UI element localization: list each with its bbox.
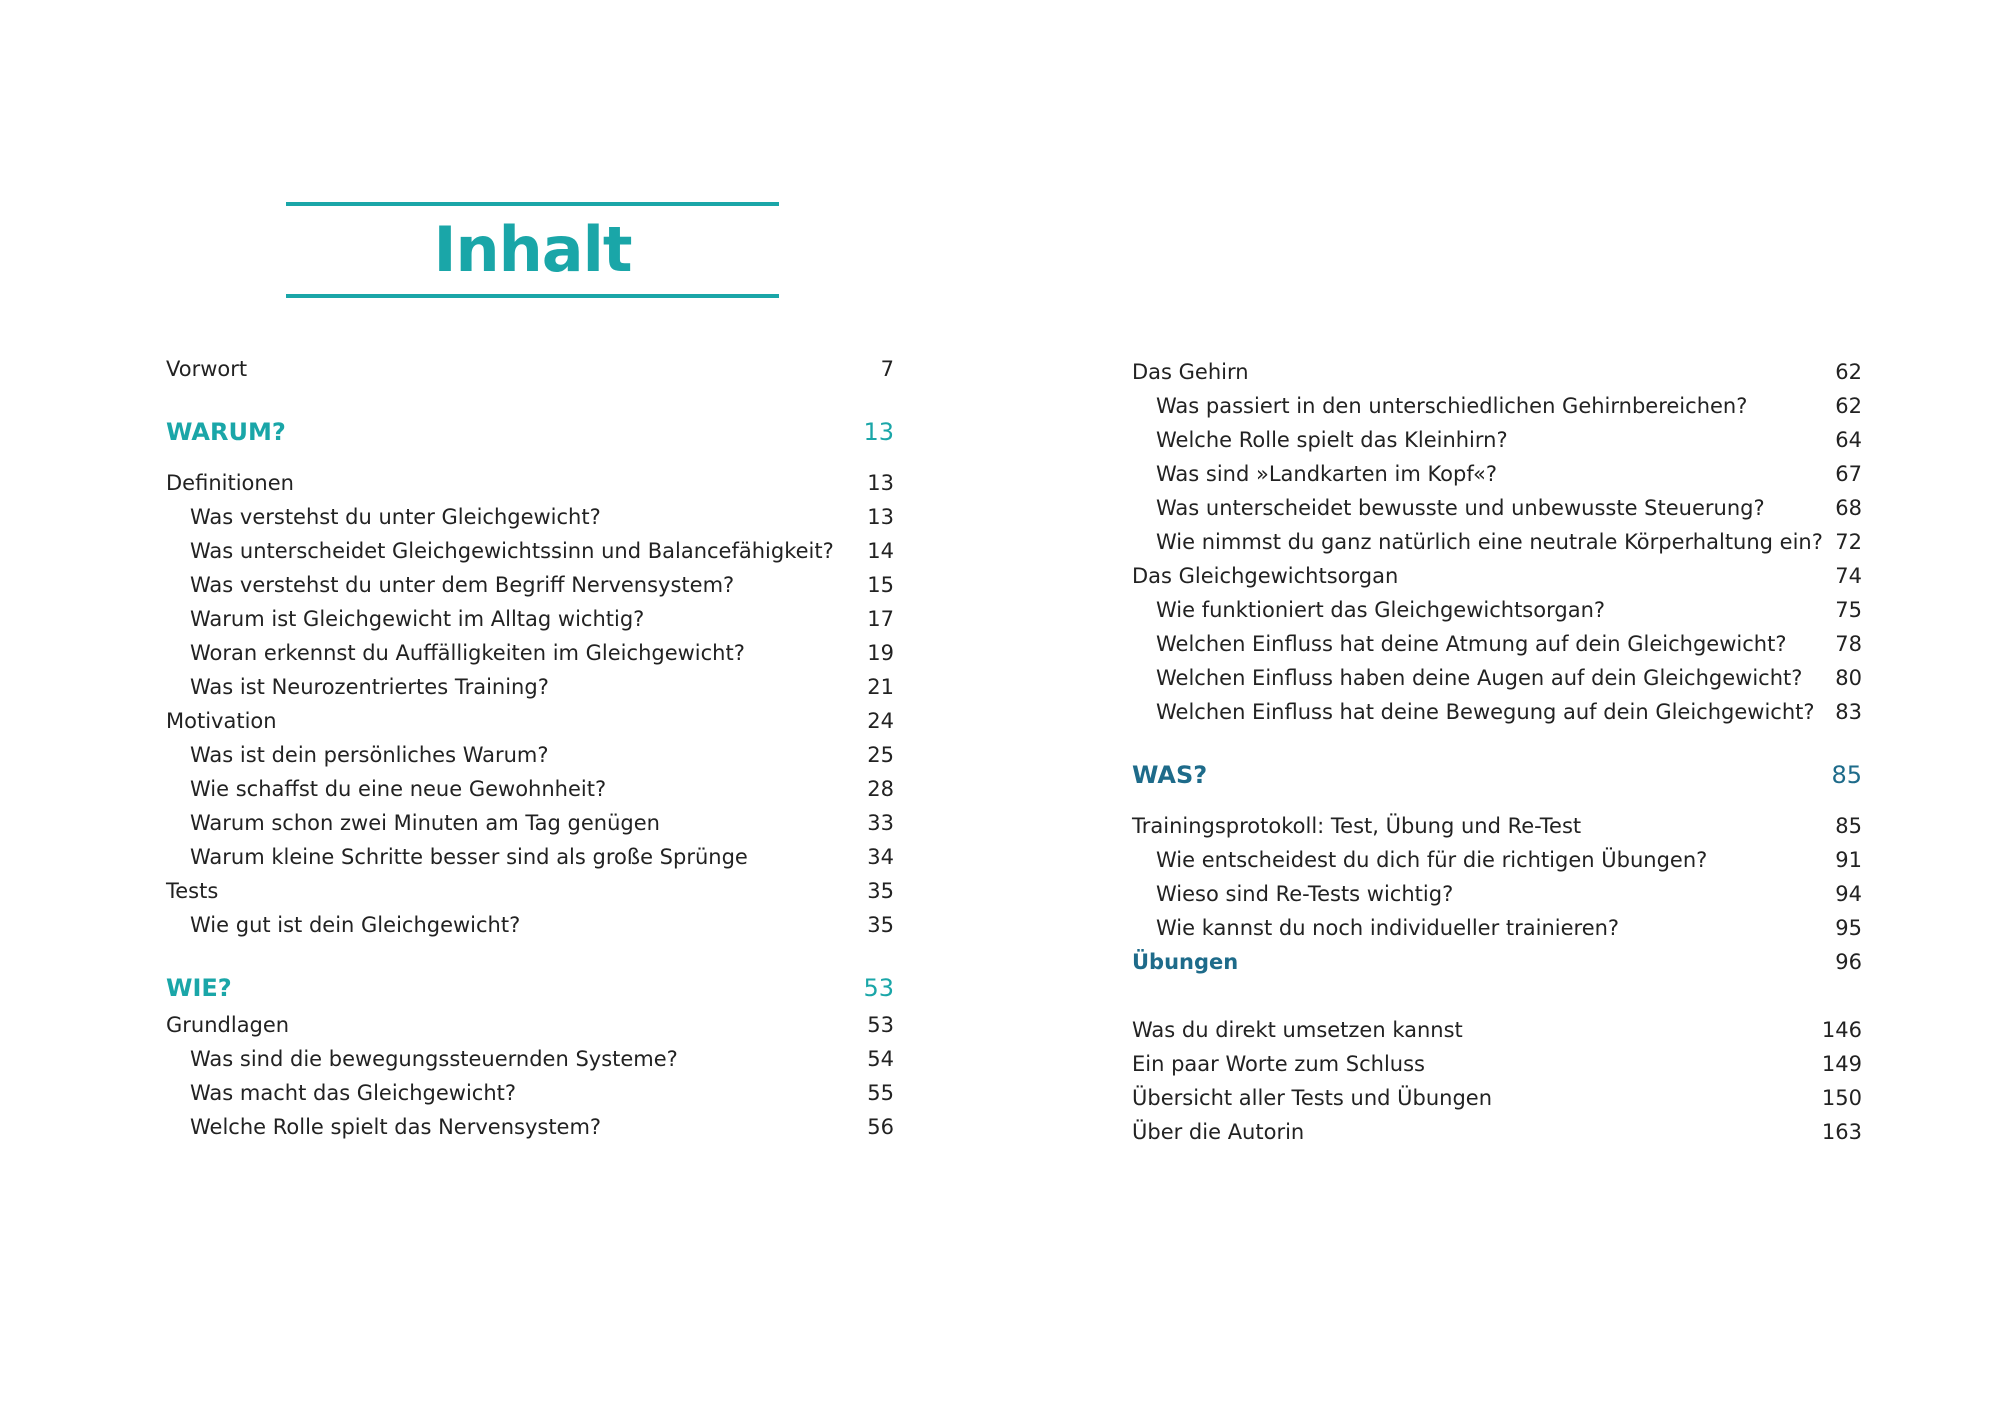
toc-page-number: 146 — [1821, 1018, 1862, 1042]
toc-entry-label: Wie gut ist dein Gleichgewicht? — [190, 913, 521, 937]
toc-page-number: 150 — [1821, 1086, 1862, 1110]
toc-entry-label: Was ist dein persönliches Warum? — [190, 743, 549, 767]
toc-subentry[interactable] — [1132, 661, 1862, 695]
toc-entry-label: Was verstehst du unter dem Begriff Nervensystem? — [190, 573, 735, 597]
toc-page-number: 35 — [867, 879, 894, 903]
page-title: Inhalt — [433, 213, 632, 286]
toc-page-number: 94 — [1835, 882, 1862, 906]
toc-subentry[interactable] — [166, 908, 894, 942]
toc-entry-label: Wie entscheidest du dich für die richtigen Übungen? — [1156, 848, 1708, 872]
toc-entry-label: Warum kleine Schritte besser sind als große Sprünge — [190, 845, 748, 869]
toc-entry[interactable] — [1132, 1013, 1862, 1047]
toc-entry[interactable] — [1132, 1081, 1862, 1115]
toc-entry-label: Was unterscheidet Gleichgewichtssinn und Balancefähigkeit? — [190, 539, 834, 563]
toc-page-number: 68 — [1835, 496, 1862, 520]
toc-entry-label: Vorwort — [166, 357, 248, 381]
toc-spacer — [166, 452, 894, 466]
toc-entry-label: WIE? — [166, 974, 232, 1002]
toc-entry-label: Wie kannst du noch individueller trainieren? — [1156, 916, 1620, 940]
toc-entry-label: Das Gehirn — [1132, 360, 1249, 384]
toc-subentry[interactable] — [166, 772, 894, 806]
toc-page-number: 74 — [1835, 564, 1862, 588]
toc-subentry[interactable] — [1132, 423, 1862, 457]
toc-entry[interactable] — [166, 352, 894, 386]
toc-page-number: 78 — [1835, 632, 1862, 656]
toc-entry[interactable] — [1132, 809, 1862, 843]
toc-spacer — [166, 386, 894, 412]
toc-page-number: 33 — [867, 811, 894, 835]
toc-subentry[interactable] — [1132, 695, 1862, 729]
toc-page-number: 17 — [867, 607, 894, 631]
toc-subentry[interactable] — [166, 602, 894, 636]
toc-entry-label: Welchen Einfluss hat deine Atmung auf dein Gleichgewicht? — [1156, 632, 1787, 656]
toc-page-number: 75 — [1835, 598, 1862, 622]
toc-page-number: 83 — [1835, 700, 1862, 724]
toc-page-number: 19 — [867, 641, 894, 665]
toc-subentry[interactable] — [166, 1076, 894, 1110]
toc-entry[interactable] — [166, 1008, 894, 1042]
toc-subentry[interactable] — [166, 500, 894, 534]
toc-spacer — [1132, 979, 1862, 1013]
toc-entry[interactable] — [1132, 945, 1862, 979]
toc-page-number: 13 — [867, 505, 894, 529]
toc-entry-label: Was sind »Landkarten im Kopf«? — [1156, 462, 1497, 486]
toc-entry-label: WARUM? — [166, 418, 286, 446]
toc-page-number: 54 — [867, 1047, 894, 1071]
toc-page-number: 7 — [880, 357, 894, 381]
toc-page-number: 25 — [867, 743, 894, 767]
toc-page-number: 15 — [867, 573, 894, 597]
toc-entry-label: Was verstehst du unter Gleichgewicht? — [190, 505, 601, 529]
toc-entry-label: Über die Autorin — [1132, 1120, 1305, 1144]
toc-subentry[interactable] — [1132, 457, 1862, 491]
toc-page-number: 34 — [867, 845, 894, 869]
toc-entry-label: Woran erkennst du Auffälligkeiten im Gleichgewicht? — [190, 641, 745, 665]
toc-subentry[interactable] — [1132, 843, 1862, 877]
toc-entry-label: Tests — [166, 879, 219, 903]
toc-page-number: 13 — [867, 471, 894, 495]
toc-entry[interactable] — [1132, 1115, 1862, 1149]
toc-page-number: 62 — [1835, 360, 1862, 384]
toc-entry-label: Das Gleichgewichtsorgan — [1132, 564, 1399, 588]
toc-spacer — [166, 942, 894, 968]
toc-entry-label: Welche Rolle spielt das Nervensystem? — [190, 1115, 602, 1139]
toc-entry-label: WAS? — [1132, 761, 1208, 789]
toc-entry[interactable] — [1132, 355, 1862, 389]
toc-entry-label: Warum schon zwei Minuten am Tag genügen — [190, 811, 660, 835]
toc-page-number: 56 — [867, 1115, 894, 1139]
toc-subentry[interactable] — [166, 670, 894, 704]
toc-spacer — [1132, 729, 1862, 755]
toc-page-number: 55 — [867, 1081, 894, 1105]
toc-subentry[interactable] — [1132, 389, 1862, 423]
toc-entry[interactable] — [166, 704, 894, 738]
toc-entry-label: Motivation — [166, 709, 277, 733]
toc-subentry[interactable] — [1132, 627, 1862, 661]
toc-entry[interactable] — [1132, 1047, 1862, 1081]
toc-entry-label: Was macht das Gleichgewicht? — [190, 1081, 517, 1105]
toc-entry[interactable] — [166, 874, 894, 908]
toc-entry-label: Welchen Einfluss haben deine Augen auf dein Gleichgewicht? — [1156, 666, 1803, 690]
toc-subentry[interactable] — [166, 1042, 894, 1076]
toc-section-heading[interactable] — [166, 412, 894, 452]
toc-section-heading[interactable] — [1132, 755, 1862, 795]
toc-page-number: 85 — [1831, 761, 1862, 789]
toc-subentry[interactable] — [1132, 491, 1862, 525]
toc-page-number: 91 — [1835, 848, 1862, 872]
toc-subentry[interactable] — [1132, 911, 1862, 945]
title-rule-bottom — [286, 294, 779, 298]
toc-subentry[interactable] — [166, 568, 894, 602]
toc-section-heading[interactable] — [166, 968, 894, 1008]
toc-entry-label: Was passiert in den unterschiedlichen Gehirnbereichen? — [1156, 394, 1748, 418]
toc-subentry[interactable] — [1132, 525, 1862, 559]
toc-page-number: 67 — [1835, 462, 1862, 486]
toc-entry-label: Welchen Einfluss hat deine Bewegung auf dein Gleichgewicht? — [1156, 700, 1815, 724]
toc-subentry[interactable] — [166, 806, 894, 840]
title-block — [286, 202, 779, 298]
toc-page-number: 163 — [1821, 1120, 1862, 1144]
toc-entry-label: Übungen — [1132, 950, 1239, 974]
toc-right-column — [1132, 355, 1862, 1149]
toc-entry-label: Warum ist Gleichgewicht im Alltag wichtig? — [190, 607, 645, 631]
toc-left-column — [166, 352, 894, 1144]
toc-entry-label: Welche Rolle spielt das Kleinhirn? — [1156, 428, 1508, 452]
toc-entry-label: Wie schaffst du eine neue Gewohnheit? — [190, 777, 607, 801]
toc-page-number: 28 — [867, 777, 894, 801]
toc-entry-label: Wie nimmst du ganz natürlich eine neutrale Körperhaltung ein? — [1156, 530, 1823, 554]
toc-subentry[interactable] — [166, 738, 894, 772]
toc-subentry[interactable] — [166, 840, 894, 874]
toc-entry-label: Grundlagen — [166, 1013, 290, 1037]
toc-page-number: 21 — [867, 675, 894, 699]
toc-entry-label: Definitionen — [166, 471, 294, 495]
toc-page-number: 95 — [1835, 916, 1862, 940]
toc-entry-label: Was du direkt umsetzen kannst — [1132, 1018, 1463, 1042]
toc-page-number: 53 — [863, 974, 894, 1002]
toc-subentry[interactable] — [166, 636, 894, 670]
toc-page-number: 53 — [867, 1013, 894, 1037]
toc-page-number: 149 — [1821, 1052, 1862, 1076]
toc-spacer — [1132, 795, 1862, 809]
toc-page-number: 24 — [867, 709, 894, 733]
toc-subentry[interactable] — [166, 534, 894, 568]
toc-page-number: 14 — [867, 539, 894, 563]
toc-subentry[interactable] — [1132, 877, 1862, 911]
toc-entry-label: Wie funktioniert das Gleichgewichtsorgan? — [1156, 598, 1606, 622]
toc-entry-label: Ein paar Worte zum Schluss — [1132, 1052, 1425, 1076]
toc-entry-label: Trainingsprotokoll: Test, Übung und Re-Test — [1132, 814, 1582, 838]
toc-page-number: 80 — [1835, 666, 1862, 690]
title-rule-top — [286, 202, 779, 206]
toc-page-number: 35 — [867, 913, 894, 937]
toc-page-number: 64 — [1835, 428, 1862, 452]
toc-entry-label: Was unterscheidet bewusste und unbewusste Steuerung? — [1156, 496, 1765, 520]
toc-page-number: 85 — [1835, 814, 1862, 838]
toc-page-number: 62 — [1835, 394, 1862, 418]
toc-page-number: 72 — [1835, 530, 1862, 554]
toc-entry-label: Was sind die bewegungssteuernden Systeme? — [190, 1047, 678, 1071]
toc-page-number: 13 — [863, 418, 894, 446]
toc-entry[interactable] — [166, 466, 894, 500]
toc-entry-label: Übersicht aller Tests und Übungen — [1132, 1086, 1493, 1110]
toc-entry-label: Was ist Neurozentriertes Training? — [190, 675, 549, 699]
toc-subentry[interactable] — [166, 1110, 894, 1144]
toc-entry[interactable] — [1132, 559, 1862, 593]
toc-page-number: 96 — [1835, 950, 1862, 974]
toc-subentry[interactable] — [1132, 593, 1862, 627]
toc-entry-label: Wieso sind Re-Tests wichtig? — [1156, 882, 1454, 906]
